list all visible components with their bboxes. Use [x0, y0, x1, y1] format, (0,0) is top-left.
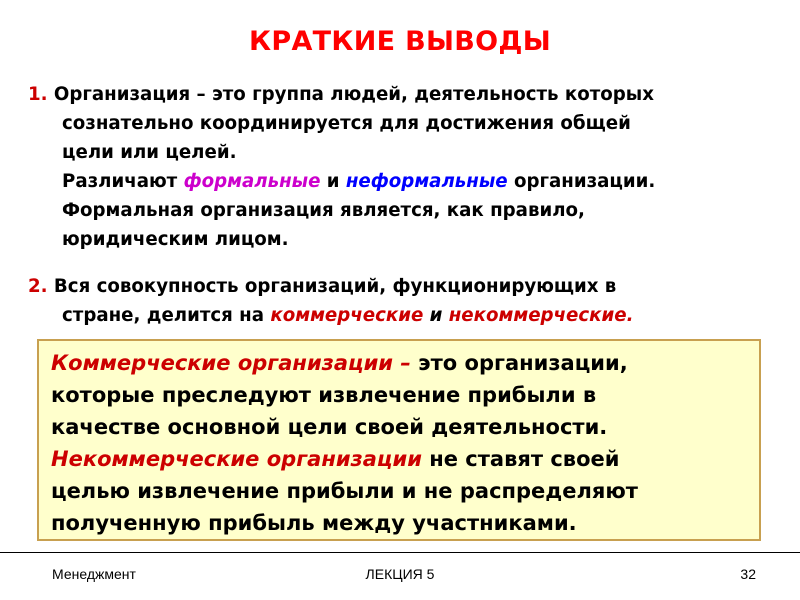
commercial-term: коммерческие [270, 305, 424, 326]
footer-lecture: ЛЕКЦИЯ 5 [365, 566, 435, 582]
slide-title: КРАТКИЕ ВЫВОДЫ [249, 26, 551, 57]
point-1-line-5: Формальная организация является, как правило, [62, 200, 585, 221]
point-text: и [423, 305, 449, 326]
point-number: 1. [28, 84, 48, 105]
definition-line-5: целью извлечение прибыли и не распределяют [51, 479, 638, 503]
footer-divider [0, 552, 800, 553]
noncommercial-org-term: Некоммерческие организации [51, 447, 422, 471]
point-text: Организация – это группа людей, деятельность которых [53, 84, 654, 105]
point-2-line-2 [28, 301, 778, 330]
point-1-line-4 [28, 167, 778, 196]
formal-term: формальные [183, 171, 321, 192]
definition-line-6: полученную прибыль между участниками. [51, 511, 577, 535]
point-text: и [320, 171, 346, 192]
definition-line-3: качестве основной цели своей деятельности. [51, 415, 608, 439]
point-1-line-1 [28, 80, 778, 109]
point-text: Различают [62, 171, 184, 192]
informal-term: неформальные [345, 171, 508, 192]
definition-line-4 [51, 443, 749, 475]
noncommercial-term: некоммерческие. [448, 305, 634, 326]
point-1-line-2: сознательно координируется для достижения общей [62, 113, 631, 134]
definition-line-1 [51, 347, 749, 379]
point-2-line-1 [28, 272, 778, 301]
point-1-line-3: цели или целей. [62, 142, 237, 163]
point-1-line-6: юридическим лицом. [62, 229, 289, 250]
footer-page-number: 32 [740, 566, 756, 582]
point-text: стране, делится на [62, 305, 271, 326]
definition-text: не ставят своей [421, 447, 620, 471]
definition-text: это организации, [410, 351, 628, 375]
definition-line-2: которые преследуют извлечение прибыли в [51, 383, 597, 407]
point-text: Вся совокупность организаций, функционирующих в [53, 276, 617, 297]
point-number: 2. [28, 276, 48, 297]
definition-box [37, 339, 761, 541]
commercial-org-term: Коммерческие организации – [51, 351, 411, 375]
footer-course-name: Менеджмент [52, 566, 136, 582]
point-text: организации. [507, 171, 656, 192]
summary-point-1 [28, 80, 778, 254]
summary-point-2 [28, 272, 778, 330]
